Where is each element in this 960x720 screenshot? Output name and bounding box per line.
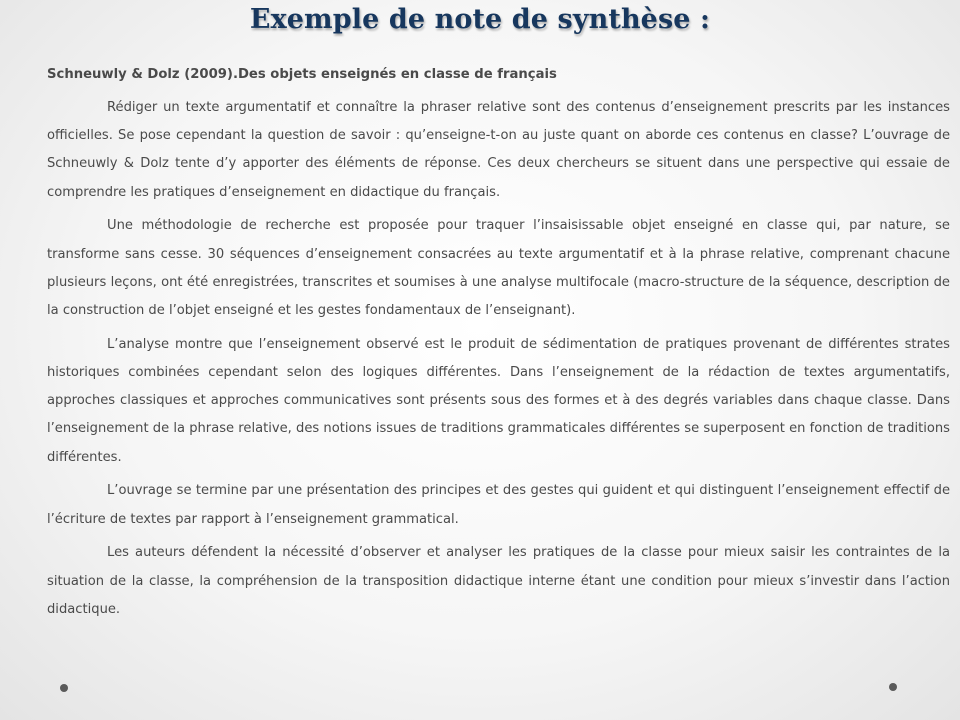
- paragraph-1: Rédiger un texte argumentatif et connaître la phraser relative sont des contenus d’enseignement prescrits par les instances officielles. Se pose cependant la question de savoir : qu’enseigne-t-on au juste quant on aborde ces contenus en classe? L’ouvrage de Schneuwly & Dolz tente d’y apporter des éléments de réponse. Ces deux chercheurs se situent dans une perspective qui essaie de comprendre les pratiques d’enseignement en didactique du français.: [47, 100, 950, 200]
- document-reference: Schneuwly & Dolz (2009).Des objets enseignés en classe de français: [47, 67, 557, 82]
- paragraph-5: Les auteurs défendent la nécessité d’observer et analyser les pratiques de la classe pour mieux saisir les contraintes de la situation de la classe, la compréhension de la transposition didactique interne étant une condition pour mieux s’investir dans l’action didactique.: [47, 545, 950, 617]
- paragraph-4: L’ouvrage se termine par une présentation des principes et des gestes qui guident et qui distinguent l’enseignement effectif de l’écriture de textes par rapport à l’enseignement grammatical.: [47, 483, 950, 527]
- paragraph-3: L’analyse montre que l’enseignement observé est le produit de sédimentation de pratiques provenant de différentes strates historiques combinées cependant selon des logiques différentes. Dans l’enseignement de la rédaction de textes argumentatifs, approches classiques et approches communicatives sont présents sous des formes et à des degrés variables dans chaque classe. Dans l’enseignement de la phrase relative, des notions issues de traditions grammaticales différentes se superposent en fonction de traditions différentes.: [47, 336, 950, 465]
- bullet-dot-icon: [60, 684, 68, 692]
- slide-title: Exemple de note de synthèse :: [249, 4, 711, 35]
- bullet-dot-icon: [889, 683, 897, 691]
- paragraph-2: Une méthodologie de recherche est proposée pour traquer l’insaisissable objet enseigné en classe qui, par nature, se transforme sans cesse. 30 séquences d’enseignement consacrées au texte argumentatif et à la phrase relative, comprenant chacune plusieurs leçons, ont été enregistrées, transcrites et soumises à une analyse multifocale (macro-structure de la séquence, description de la construction de l’objet enseigné et les gestes fondamentaux de l’enseignant).: [47, 218, 950, 319]
- summary-body: [47, 94, 950, 630]
